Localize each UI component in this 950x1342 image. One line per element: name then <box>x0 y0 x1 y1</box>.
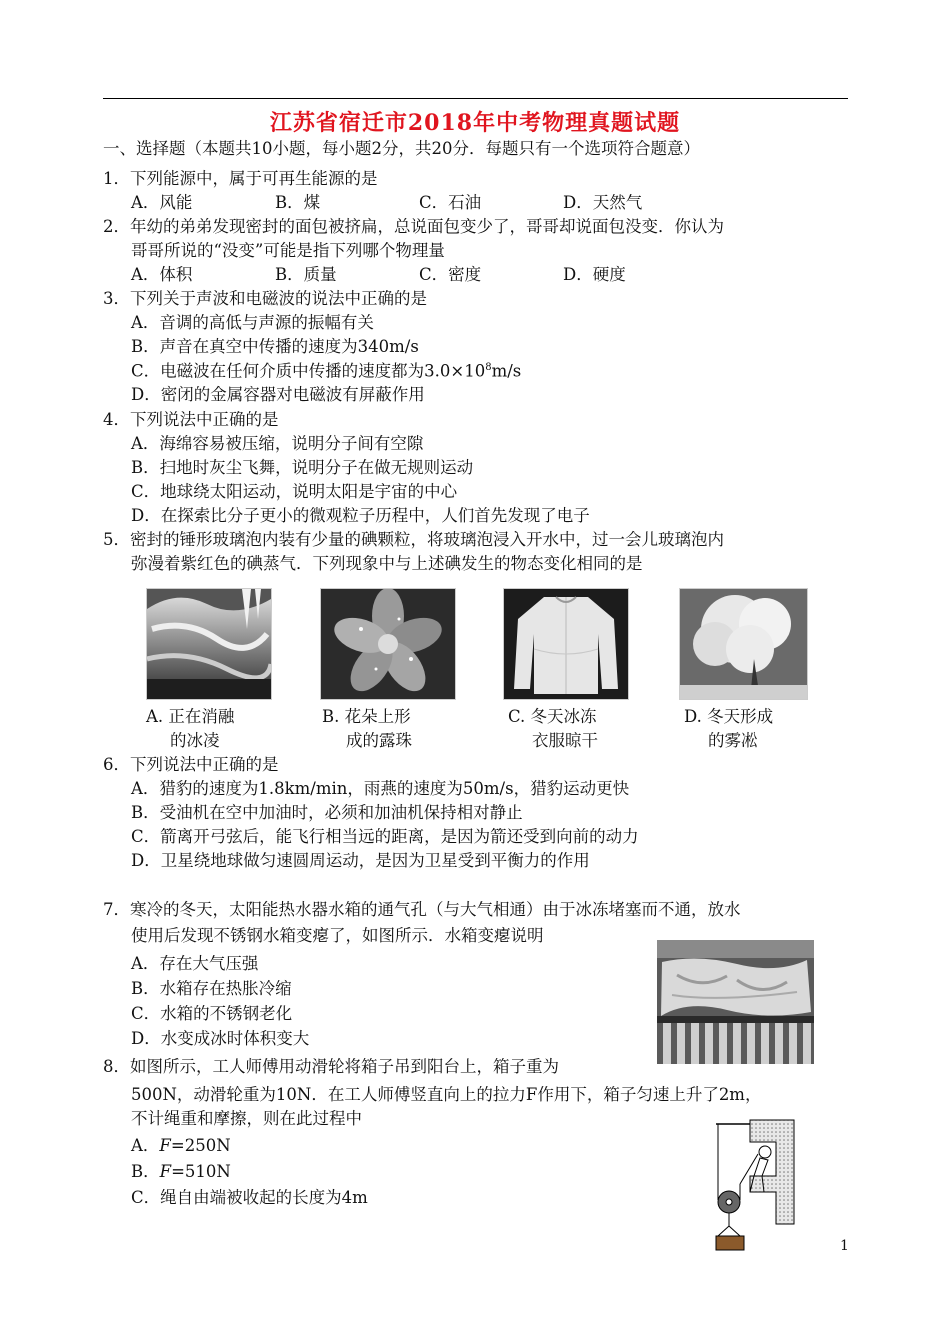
q5-option-d-line1: D. 冬天形成 <box>684 707 774 726</box>
q1-option-d: D．天然气 <box>563 193 643 212</box>
q1-stem: 1．下列能源中，属于可再生能源的是 <box>103 169 378 188</box>
q1-option-c: C．石油 <box>419 193 482 212</box>
q7-option-c: C．水箱的不锈钢老化 <box>131 1004 293 1023</box>
q6-option-b: B．受油机在空中加油时，必须和加油机保持相对静止 <box>131 803 523 822</box>
melting-icicle-photo <box>146 588 272 700</box>
dew-flower-photo <box>320 588 456 700</box>
q5-option-d-caption <box>684 705 773 753</box>
q7-stem-line1: 7．寒冷的冬天，太阳能热水器水箱的通气孔（与大气相通）由于冰冻堵塞而不通，放水 <box>103 900 741 919</box>
q8-option-c: C．绳自由端被收起的长度为4m <box>131 1188 368 1207</box>
q8-stem-line1: 8．如图所示，工人师傅用动滑轮将箱子吊到阳台上，箱子重为 <box>103 1057 559 1076</box>
q8-option-a-label: A． <box>131 1136 160 1155</box>
q3-option-b: B．声音在真空中传播的速度为340m/s <box>131 337 419 356</box>
q3-option-d: D．密闭的金属容器对电磁波有屏蔽作用 <box>131 385 425 404</box>
q8-option-b-var: F <box>159 1162 172 1181</box>
pulley-diagram <box>710 1114 800 1254</box>
rime-tree-photo <box>679 588 808 700</box>
q8-option-b-value: =510N <box>171 1162 231 1181</box>
q5-option-a-line2: 的冰凌 <box>170 731 220 750</box>
q5-option-a-caption <box>146 705 234 753</box>
q5-option-c-caption <box>508 705 598 753</box>
q4-option-c: C．地球绕太阳运动，说明太阳是宇宙的中心 <box>131 482 458 501</box>
q1-option-b: B．煤 <box>275 193 321 212</box>
q4-stem: 4．下列说法中正确的是 <box>103 410 279 429</box>
q7-option-d: D．水变成冰时体积变大 <box>131 1029 310 1048</box>
q2-option-d: D．硬度 <box>563 265 626 284</box>
q7-option-b: B．水箱存在热胀冷缩 <box>131 979 292 998</box>
q6-option-c: C．箭离开弓弦后，能飞行相当远的距离，是因为箭还受到向前的动力 <box>131 827 639 846</box>
q7-option-a: A．存在大气压强 <box>131 954 259 973</box>
q2-option-b: B．质量 <box>275 265 337 284</box>
q5-option-d-line2: 的雾凇 <box>708 731 758 750</box>
q7-stem-line2: 使用后发现不锈钢水箱变瘪了，如图所示．水箱变瘪说明 <box>131 926 544 945</box>
deformed-water-tank-photo <box>657 940 814 1064</box>
frozen-clothes-photo <box>503 588 629 700</box>
q8-option-a <box>131 1138 231 1155</box>
q5-option-a-line1: A. 正在消融 <box>146 707 235 726</box>
q6-stem: 6．下列说法中正确的是 <box>103 755 279 774</box>
q5-stem-line1: 5．密封的锤形玻璃泡内装有少量的碘颗粒，将玻璃泡浸入开水中，过一会儿玻璃泡内 <box>103 530 724 549</box>
q8-option-b <box>131 1164 231 1181</box>
section-heading: 一、选择题（本题共10小题，每小题2分，共20分．每题只有一个选项符合题意） <box>103 139 700 158</box>
q3-option-a: A．音调的高低与声源的振幅有关 <box>131 313 374 332</box>
q4-option-d: D．在探索比分子更小的微观粒子历程中，人们首先发现了电子 <box>131 506 590 525</box>
q2-stem-line2: 哥哥所说的“没变”可能是指下列哪个物理量 <box>131 241 445 260</box>
q4-option-b: B．扫地时灰尘飞舞，说明分子在做无规则运动 <box>131 458 474 477</box>
q5-option-b-line2: 成的露珠 <box>346 731 412 750</box>
q6-option-d: D．卫星绕地球做匀速圆周运动，是因为卫星受到平衡力的作用 <box>131 851 590 870</box>
q4-option-a: A．海绵容易被压缩，说明分子间有空隙 <box>131 434 424 453</box>
q8-stem-line2-text: 500N，动滑轮重为10N．在工人师傅竖直向上的拉力F作用下，箱子匀速上升了2m， <box>131 1085 762 1104</box>
q6-option-a: A．猎豹的速度为1.8km/min，雨燕的速度为50m/s，猎豹运动更快 <box>131 779 630 798</box>
q5-option-b-caption <box>322 705 412 753</box>
q8-stem-line3: 不计绳重和摩擦，则在此过程中 <box>131 1109 362 1128</box>
q8-option-a-var: F <box>159 1136 171 1155</box>
q3-option-c <box>131 363 521 380</box>
q5-option-b-line1: B. 花朵上形 <box>322 707 411 726</box>
q3-option-c-text: C．电磁波在任何介质中传播的速度都为3.0×10 <box>131 361 486 381</box>
page-title: 江苏省宿迁市2018年中考物理真题试题 <box>269 110 681 136</box>
q2-option-a: A．体积 <box>131 265 193 284</box>
q8-option-a-value: =250N <box>170 1136 231 1155</box>
q8-option-b-label: B． <box>131 1162 160 1181</box>
q5-option-c-line1: C. 冬天冰冻 <box>508 707 597 726</box>
q1-option-a: A．风能 <box>131 193 193 212</box>
q3-option-c-exponent: 8 <box>485 362 492 373</box>
q5-stem-line2: 弥漫着紫红色的碘蒸气．下列现象中与上述碘发生的物态变化相同的是 <box>131 554 643 573</box>
q3-stem: 3．下列关于声波和电磁波的说法中正确的是 <box>103 289 427 308</box>
q8-stem-line2 <box>131 1087 761 1104</box>
page-number: 1 <box>840 1238 849 1254</box>
q5-option-c-line2: 衣服晾干 <box>532 731 598 750</box>
top-rule <box>103 98 848 99</box>
q2-stem-line1: 2．年幼的弟弟发现密封的面包被挤扁，总说面包变少了，哥哥却说面包没变．你认为 <box>103 217 724 236</box>
q3-option-c-unit: m/s <box>491 361 522 381</box>
q2-option-c: C．密度 <box>419 265 482 284</box>
